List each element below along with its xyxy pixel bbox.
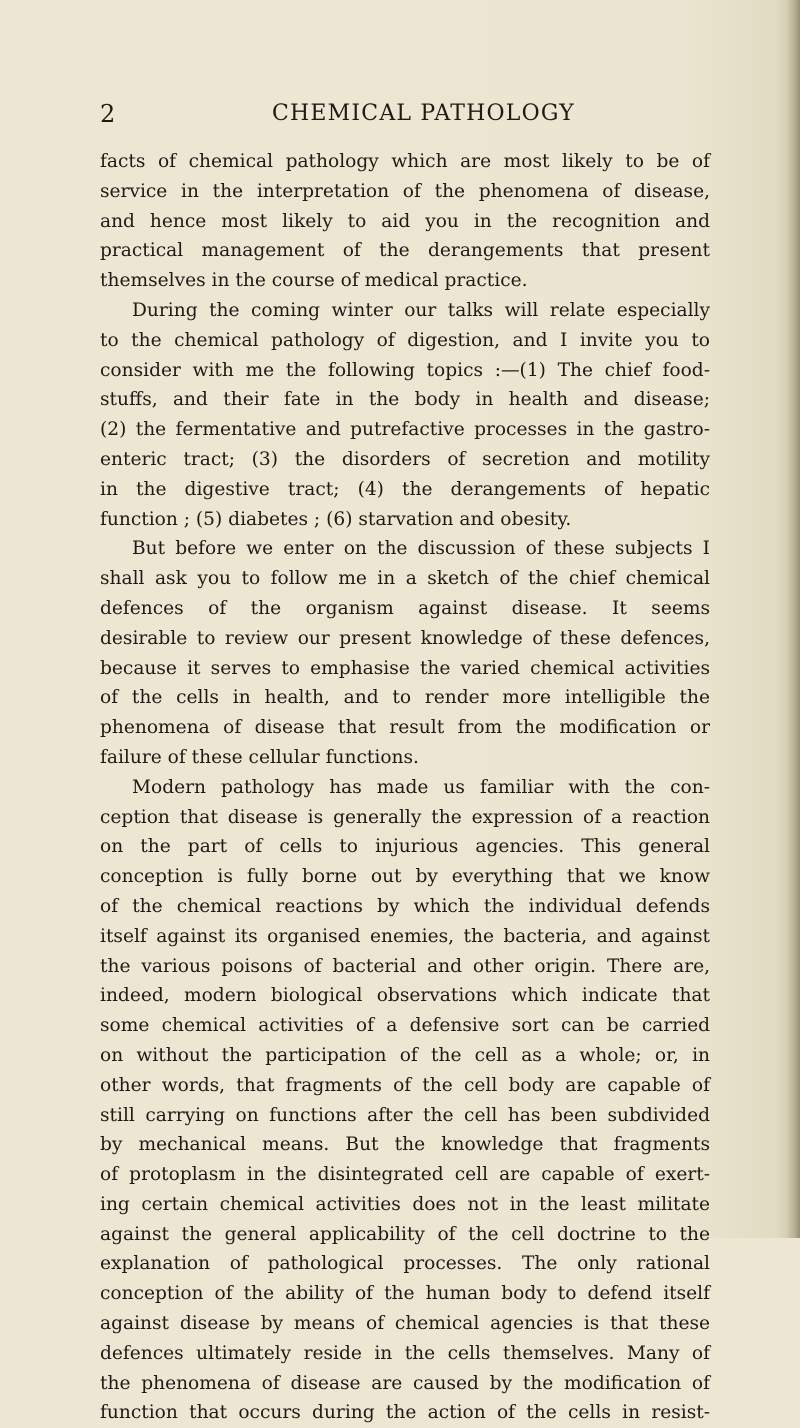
text-line: on without the participation of the cell as a whole; or, in bbox=[100, 1044, 710, 1066]
text-line: conception is fully borne out by everything that we know bbox=[100, 866, 710, 888]
text-line: enteric tract; (3) the disorders of secretion and motility bbox=[100, 448, 710, 470]
text-line: by mechanical means. But the knowledge that fragments bbox=[100, 1134, 710, 1156]
text-line: Modern pathology has made us familiar with the con- bbox=[132, 776, 710, 798]
text-line: the phenomena of disease are caused by the modification of bbox=[100, 1372, 710, 1394]
text-line: During the coming winter our talks will relate especially bbox=[132, 299, 710, 321]
text-line: consider with me the following topics :—(1) The chief food- bbox=[100, 359, 710, 381]
text-line: themselves in the course of medical practice. bbox=[100, 270, 528, 292]
text-line: against the general applicability of the cell doctrine to the bbox=[100, 1223, 710, 1245]
text-line: because it serves to emphasise the varied chemical activities bbox=[100, 657, 710, 679]
text-line: still carrying on functions after the cell has been subdivided bbox=[100, 1104, 710, 1126]
text-line: the various poisons of bacterial and other origin. There are, bbox=[100, 955, 710, 977]
text-line: of the chemical reactions by which the individual defends bbox=[100, 895, 710, 917]
text-line: function that occurs during the action of the cells in resist- bbox=[100, 1402, 710, 1424]
text-line: some chemical activities of a defensive sort can be carried bbox=[100, 1015, 710, 1037]
text-line: facts of chemical pathology which are most likely to be of bbox=[100, 151, 710, 172]
page-edge-shadow bbox=[786, 0, 800, 1238]
text-line: But before we enter on the discussion of these subjects I bbox=[132, 538, 710, 560]
text-line: (2) the fermentative and putrefactive processes in the gastro- bbox=[100, 419, 710, 441]
text-line: defences of the organism against disease. It seems bbox=[100, 597, 710, 619]
text-line: desirable to review our present knowledge of these defences, bbox=[100, 627, 710, 649]
text-line: failure of these cellular functions. bbox=[100, 746, 419, 768]
text-line: defences ultimately reside in the cells themselves. Many of bbox=[100, 1342, 710, 1364]
text-line: service in the interpretation of the phenomena of disease, bbox=[100, 180, 710, 202]
text-line: of protoplasm in the disintegrated cell are capable of exert- bbox=[100, 1164, 710, 1186]
text-line: conception of the ability of the human body to defend itself bbox=[100, 1283, 710, 1305]
text-line: in the digestive tract; (4) the derangements of hepatic bbox=[100, 478, 710, 500]
text-line: itself against its organised enemies, the bacteria, and against bbox=[100, 925, 710, 947]
text-line: phenomena of disease that result from the modification or bbox=[100, 717, 710, 739]
text-line: ing certain chemical activities does not in the least militate bbox=[100, 1193, 710, 1215]
body-text bbox=[100, 147, 710, 1428]
page-number: 2 bbox=[100, 100, 116, 128]
text-line: stuffs, and their fate in the body in health and disease; bbox=[100, 389, 710, 411]
text-line: explanation of pathological processes. The only rational bbox=[100, 1253, 710, 1275]
text-line: practical management of the derangements that present bbox=[100, 240, 710, 262]
text-line: other words, that fragments of the cell body are capable of bbox=[100, 1074, 710, 1096]
text-line: indeed, modern biological observations which indicate that bbox=[100, 985, 710, 1007]
text-line: and hence most likely to aid you in the recognition and bbox=[100, 210, 710, 232]
text-line: shall ask you to follow me in a sketch of the chief chemical bbox=[100, 568, 710, 590]
text-line: against disease by means of chemical agencies is that these bbox=[100, 1313, 710, 1335]
running-head: CHEMICAL PATHOLOGY bbox=[272, 101, 575, 126]
text-line: to the chemical pathology of digestion, and I invite you to bbox=[100, 329, 710, 351]
text-line: on the part of cells to injurious agencies. This general bbox=[100, 836, 710, 858]
text-line: of the cells in health, and to render more intelligible the bbox=[100, 687, 710, 709]
text-line: function ; (5) diabetes ; (6) starvation and obesity. bbox=[100, 508, 572, 530]
page-header bbox=[0, 98, 800, 130]
text-line: ception that disease is generally the expression of a reaction bbox=[100, 806, 710, 828]
